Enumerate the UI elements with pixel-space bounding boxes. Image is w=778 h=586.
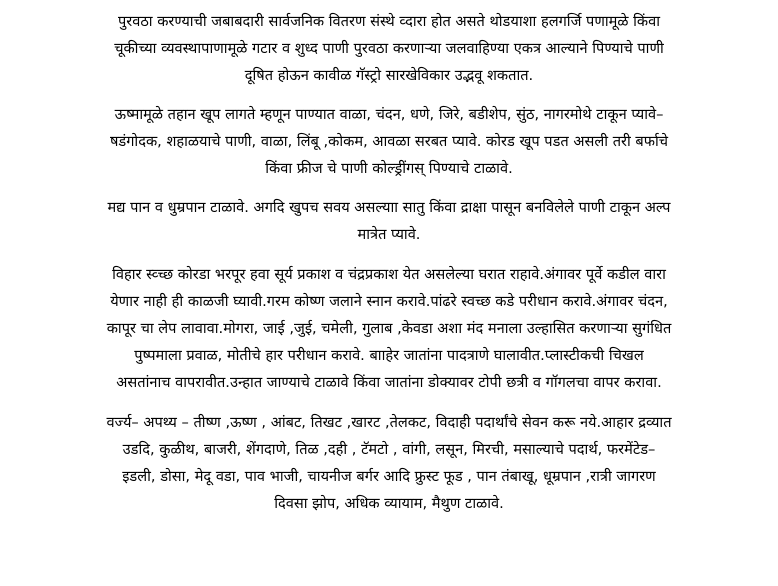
text-line: उडदि, कुळीथ, बाजरी, शेंगदाणे, तिळ ,दही , टॅमटो , वांगी, लसून, मिरची, मसाल्याचे पदार्थ, फरमेंटेड– xyxy=(122,441,656,458)
text-line: किंवा फ्रीज चे पाणी कोल्ड्रींगस् पिण्याचे टाळावे. xyxy=(265,160,513,177)
paragraph-heat-drinks xyxy=(6,101,772,182)
text-line: पुरवठा करण्याची जबाबदारी सार्वजनिक वितरण संस्थे व्दारा होत असते थोडयाशा हलगर्जि पणामूळे किंवा xyxy=(117,13,661,30)
text-line: दूषित होऊन कावीळ गॅस्ट्रो सारखेविकार उद्भवू शकतात. xyxy=(244,67,534,84)
text-line: दिवसा झोप, अधिक व्यायाम, मैथुण टाळावे. xyxy=(274,495,504,512)
paragraph-lifestyle xyxy=(6,261,772,396)
text-line: असतांनाच वापरावीत.उन्हात जाण्याचे टाळावे किंवा जातांना डोक्यावर टोपी छत्री व गॉगलचा वापर करावा. xyxy=(116,374,662,391)
text-line: कापूर चा लेप लावावा.मोगरा, जाई ,जुई, चमेली, गुलाब ,केवडा अशा मंद मनाला उल्हासित करणाऱ्या सुगंधित xyxy=(106,320,672,337)
paragraph-water-supply xyxy=(6,8,772,89)
text-line: इडली, डोसा, मेदू वडा, पाव भाजी, चायनीज बर्गर आदि फ्रुस्ट फूड , पान तंबाखू, धूम्रपान ,रात्री जागरण xyxy=(122,468,656,485)
text-line: चूकीच्या व्यवस्थापाणामूळे गटार व शुध्द पाणी पुरवठा करणाऱ्या जलवाहिण्या एकत्र आल्याने पिण्याचे पाणी xyxy=(114,40,664,57)
text-line: विहार स्व्च्छ कोरडा भरपूर हवा सूर्य प्रकाश व चंद्रप्रकाश येत असलेल्या घरात राहावे.अंगावर पूर्वे कडील वारा xyxy=(112,266,666,283)
paragraph-avoid-foods xyxy=(6,409,772,517)
text-line: येणार नाही ही काळजी घ्यावी.गरम कोष्ण जलाने स्नान करावे.पांढरे स्वच्छ कडे परीधान करावे.अंगावर चंदन, xyxy=(110,293,668,310)
text-line: मात्रेत प्यावे. xyxy=(357,226,421,243)
text-line: वर्ज्य– अपथ्य – तीष्ण ,ऊष्ण , आंबट, तिखट ,खारट ,तेलकट, विदाही पदार्थांचे सेवन करू नये.आहार द्रव्यात xyxy=(106,414,672,431)
paragraph-alcohol-smoking xyxy=(6,194,772,248)
text-line: पुष्पमाला प्रवाळ, मोतीचे हार परीधान करावे. बााहेर जातांना पादत्राणे घालावीत.प्लास्टीकची चिखल xyxy=(134,347,644,364)
text-line: ऊष्मामूळे तहान खूप लागते म्हणून पाण्यात वाळा, चंदन, धणे, जिरे, बडीशेप, सुंठ, नागरमोथे टाकून प्यावे– xyxy=(114,106,664,123)
text-line: षडंगोदक, शहाळयाचे पाणी, वाळा, लिंबू ,कोकम, आवळा सरबत प्यावे. कोरड खूप पडत असली तरी बर्फाचे xyxy=(109,133,669,150)
text-line: मद्य पान व धुम्रपान टाळावे. अगदि खुपच सवय असल्याा सातु किंवा द्राक्षा पासून बनविलेले पाणी टाकून अल्प xyxy=(107,199,671,216)
